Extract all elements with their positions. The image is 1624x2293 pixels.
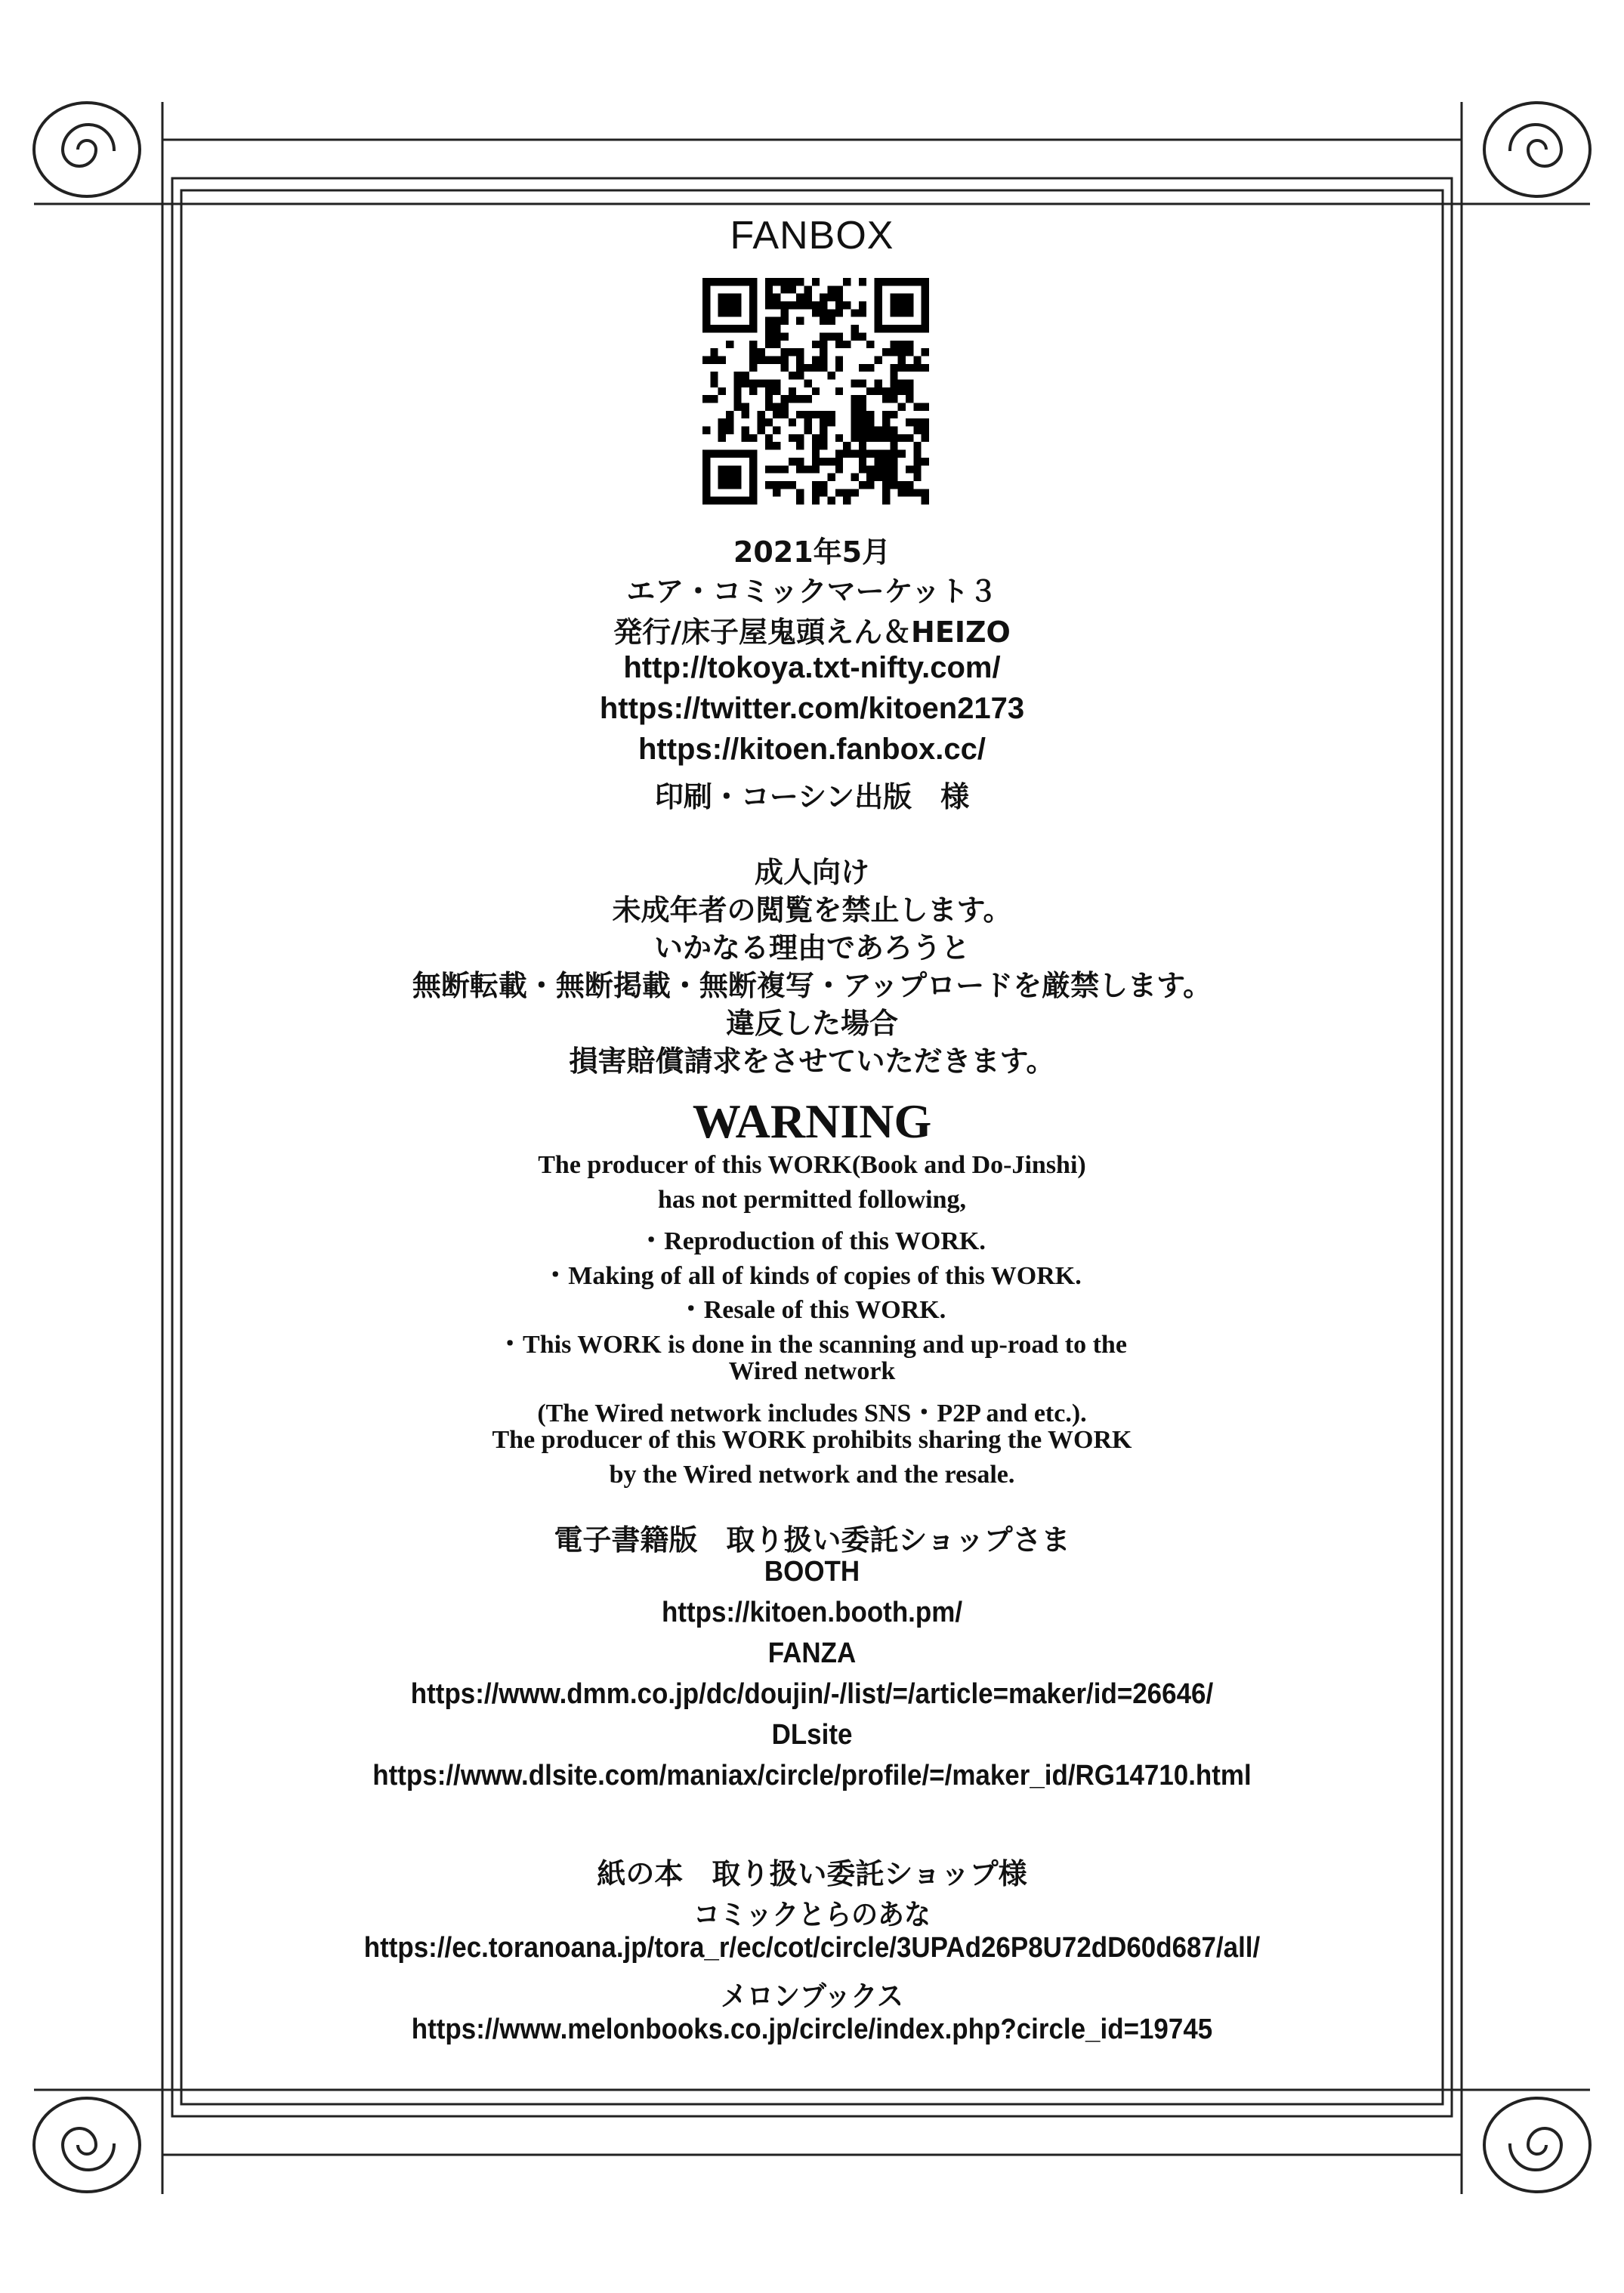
shop-name: BOOTH <box>764 1556 860 1588</box>
shop-name: メロンブックス <box>721 1981 903 2013</box>
fanbox-heading: FANBOX <box>730 214 894 258</box>
corner-spiral-bottom-left-icon <box>34 2098 140 2192</box>
warning-line: Wired network <box>728 1357 896 1385</box>
shop-name: FANZA <box>767 1637 857 1669</box>
notice-line: 無断転載・無断掲載・無断複写・アップロードを厳禁します。 <box>412 969 1212 1002</box>
warning-line: The producer of this WORK(Book and Do-Jinshi) <box>538 1151 1086 1179</box>
warning-line: (The Wired network includes SNS・P2P and etc.). <box>537 1399 1087 1427</box>
shop-link[interactable]: https://www.dlsite.com/maniax/circle/profile/=/maker_id/RG14710.html <box>372 1760 1252 1792</box>
warning-title: WARNING <box>692 1094 932 1148</box>
notice-line: 未成年者の閲覧を禁止します。 <box>612 893 1012 927</box>
notice-line: 違反した場合 <box>725 1007 898 1040</box>
fanbox-qr-code[interactable] <box>702 278 929 505</box>
warning-line: by the Wired network and the resale. <box>609 1460 1015 1489</box>
twitter-link[interactable]: https://twitter.com/kitoen2173 <box>599 692 1025 725</box>
shop-link[interactable]: https://kitoen.booth.pm/ <box>661 1597 963 1628</box>
notice-line: 成人向け <box>754 856 869 889</box>
shop-name: DLsite <box>771 1719 853 1751</box>
warning-line: has not permitted following, <box>658 1185 966 1214</box>
notice-line: 損害賠償請求をさせていただきます。 <box>569 1045 1055 1078</box>
publish-date: 2021年5月 <box>733 535 891 569</box>
warning-line: ・Making of all of kinds of copies of this WORK. <box>542 1261 1082 1290</box>
publisher-line: 発行/床子屋鬼頭えん＆HEIZO <box>613 616 1011 649</box>
warning-line: ・This WORK is done in the scanning and up-road to the <box>497 1330 1127 1359</box>
shop-link[interactable]: https://ec.toranoana.jp/tora_r/ec/cot/circle/3UPAd26P8U72dD60d687/all/ <box>363 1932 1261 1964</box>
warning-line: ・Resale of this WORK. <box>678 1296 946 1324</box>
notice-line: いかなる理由であろうと <box>653 931 970 964</box>
corner-spiral-top-left-icon <box>34 103 140 196</box>
site-link[interactable]: http://tokoya.txt-nifty.com/ <box>623 651 1001 684</box>
printer-line: 印刷・コーシン出版 様 <box>654 780 970 813</box>
digital-shops-heading: 電子書籍版 取り扱い委託ショップさま <box>554 1523 1070 1557</box>
event-name: エア・コミックマーケット３ <box>626 575 998 608</box>
shop-name: コミックとらのあな <box>693 1900 931 1931</box>
print-shops-heading: 紙の本 取り扱い委託ショップ様 <box>597 1857 1027 1890</box>
warning-line: ・Reproduction of this WORK. <box>638 1227 986 1255</box>
corner-spiral-top-right-icon <box>1484 103 1590 196</box>
shop-link[interactable]: https://www.dmm.co.jp/dc/doujin/-/list/=/article=maker/id=26646/ <box>410 1678 1214 1710</box>
fanbox-link[interactable]: https://kitoen.fanbox.cc/ <box>638 733 986 766</box>
corner-spiral-bottom-right-icon <box>1484 2098 1590 2192</box>
warning-line: The producer of this WORK prohibits sharing the WORK <box>492 1426 1132 1454</box>
shop-link[interactable]: https://www.melonbooks.co.jp/circle/index.php?circle_id=19745 <box>411 2014 1213 2045</box>
